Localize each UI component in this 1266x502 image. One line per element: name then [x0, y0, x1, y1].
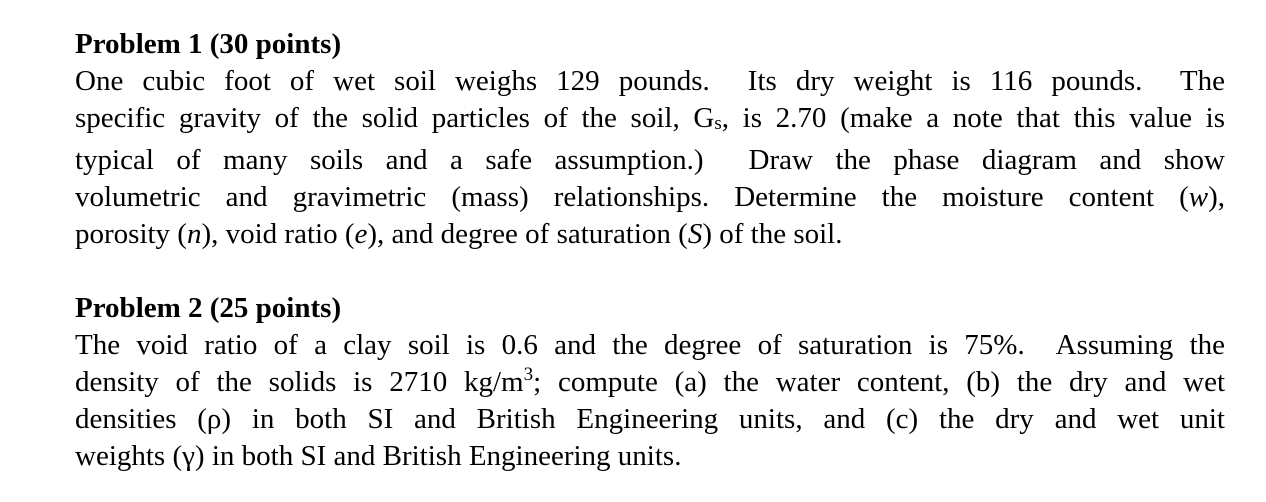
- moisture-symbol: w: [1188, 181, 1209, 213]
- void-ratio-symbol: e: [354, 218, 368, 250]
- problem-2-line-1: The void ratio of a clay soil is 0.6 and the degree of saturation is 75%. Assuming the: [75, 329, 1225, 361]
- cubic-superscript: 3: [523, 364, 534, 385]
- problem-2-text: [75, 327, 1225, 475]
- problem-2: [75, 290, 1225, 475]
- specific-gravity-subscript: s: [714, 113, 722, 134]
- problem-1-line-3: typical of many soils and a safe assumption.) Draw the phase diagram and show: [75, 144, 1225, 176]
- problem-1-line-1: One cubic foot of wet soil weighs 129 pounds. Its dry weight is 116 pounds. The: [75, 65, 1225, 97]
- problem-1-line-2: specific gravity of the solid particles of the soil, $G_s$, is 2.70 (make a note that this value is: [75, 102, 1225, 134]
- problem-2-line-3: densities (ρ) in both SI and British Engineering units, and (c) the dry and wet unit: [75, 403, 1225, 435]
- problem-1-title: Problem 1 (30 points): [75, 28, 342, 60]
- problem-1: [75, 26, 1225, 253]
- problem-1-line-5: porosity (n), void ratio (e), and degree of saturation (S) of the soil.: [75, 218, 843, 250]
- saturation-symbol: S: [687, 218, 703, 250]
- document-page: [75, 26, 1225, 475]
- problem-2-line-4: weights (γ) in both SI and British Engineering units.: [75, 440, 682, 472]
- problem-2-title: Problem 2 (25 points): [75, 292, 342, 324]
- porosity-symbol: n: [186, 218, 202, 250]
- problem-1-text: [75, 63, 1225, 253]
- problem-1-line-4: volumetric and gravimetric (mass) relationships. Determine the moisture content (w),: [75, 181, 1225, 213]
- problem-2-line-2: density of the solids is 2710 $kg/m^3$; compute (a) the water content, (b) the dry and wet: [75, 364, 1226, 398]
